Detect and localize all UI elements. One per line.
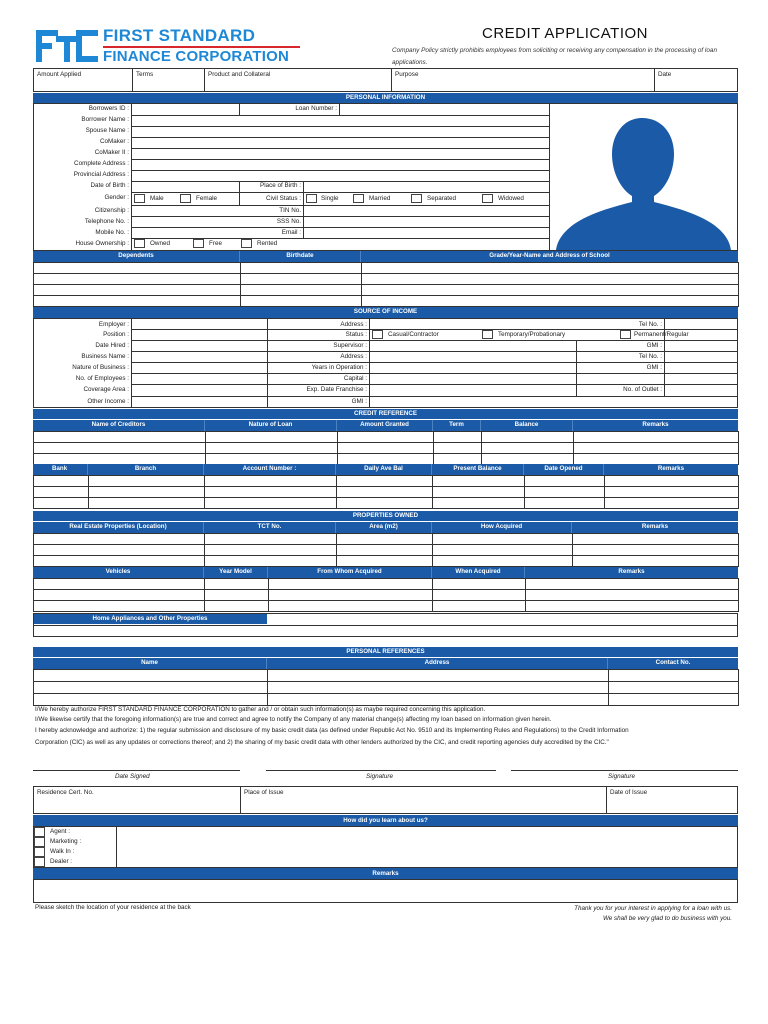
date-field[interactable]: Date bbox=[658, 71, 672, 78]
loan-number-label: Loan Number : bbox=[295, 105, 337, 112]
business-name-label: Business Name : bbox=[81, 353, 129, 360]
remarks-col: Remarks bbox=[642, 421, 669, 428]
creditors-table[interactable] bbox=[33, 431, 739, 465]
gmi3-label: GMI : bbox=[351, 398, 367, 405]
casual-checkbox[interactable] bbox=[372, 330, 383, 339]
employer-label: Employer : bbox=[98, 321, 129, 328]
widowed-label: Widowed bbox=[498, 195, 524, 202]
agent-checkbox[interactable] bbox=[34, 827, 45, 837]
years-operation-label: Years in Operation : bbox=[311, 364, 367, 371]
bank-col: Bank bbox=[33, 464, 88, 475]
amount-applied-field[interactable]: Amount Applied bbox=[37, 71, 82, 78]
references-col-header bbox=[33, 658, 738, 669]
employees-label: No. of Employees : bbox=[75, 375, 129, 382]
creditors-col: Name of Creditors bbox=[33, 420, 205, 431]
borrower-name-label: Borrower Name : bbox=[81, 116, 129, 123]
appliances-header: Home Appliances and Other Properties bbox=[33, 613, 267, 624]
company-logo bbox=[36, 28, 98, 64]
personal-info-header: PERSONAL INFORMATION bbox=[33, 93, 738, 103]
references-table[interactable] bbox=[33, 669, 739, 706]
vehicle-remarks-col: Remarks bbox=[618, 568, 645, 575]
comaker-label: CoMaker : bbox=[99, 138, 129, 145]
temporary-checkbox[interactable] bbox=[482, 330, 493, 339]
female-checkbox[interactable] bbox=[180, 194, 191, 203]
signature-2-label[interactable]: Signature bbox=[608, 773, 635, 780]
brand-line1: FIRST STANDARD bbox=[103, 26, 256, 45]
fsfc-logo-icon bbox=[36, 28, 98, 64]
learn-area bbox=[33, 826, 738, 868]
mobile-label: Mobile No. : bbox=[95, 229, 129, 236]
residence-cert-field[interactable]: Residence Cert. No. bbox=[37, 789, 94, 796]
bank-remarks-col: Remarks bbox=[657, 465, 685, 472]
permanent-label: Permanent/Regular bbox=[634, 331, 689, 338]
income-header: SOURCE OF INCOME bbox=[33, 307, 738, 318]
thanks-line-2: We shall be very glad to do business with you. bbox=[602, 915, 732, 922]
male-checkbox[interactable] bbox=[134, 194, 145, 203]
owned-checkbox[interactable] bbox=[134, 239, 145, 248]
product-collateral-field[interactable]: Product and Collateral bbox=[208, 71, 271, 78]
sss-label: SSS No. bbox=[276, 218, 301, 225]
income-area bbox=[33, 318, 738, 408]
from-whom-col: From Whom Acquired bbox=[268, 567, 432, 578]
complete-address-label: Complete Address : bbox=[74, 160, 129, 167]
marketing-checkbox[interactable] bbox=[34, 837, 45, 847]
separated-label: Separated bbox=[427, 195, 457, 202]
rented-label: Rented bbox=[257, 240, 278, 247]
how-acquired-col: How Acquired bbox=[432, 522, 572, 533]
creditors-header bbox=[33, 420, 738, 431]
spouse-name-label: Spouse Name : bbox=[85, 127, 129, 134]
bank-table[interactable] bbox=[33, 475, 739, 509]
telephone-label: Telephone No. : bbox=[84, 218, 129, 225]
walkin-checkbox[interactable] bbox=[34, 847, 45, 857]
outlet-label: No. of Outlet : bbox=[623, 386, 662, 393]
place-of-issue-field[interactable]: Place of Issue bbox=[244, 789, 284, 796]
present-balance-col: Present Balance bbox=[432, 464, 524, 475]
declaration-2: I/We likewise certify that the foregoing information(s) are true and correct and agree to notify the Company of any material change(s) affecting my loan based on information given herein. bbox=[35, 716, 552, 723]
vehicles-col: Vehicles bbox=[33, 567, 204, 578]
citizenship-label: Citizenship : bbox=[94, 207, 129, 214]
area-col: Area (m2) bbox=[336, 522, 432, 533]
tel2-label: Tel No. : bbox=[638, 353, 662, 360]
ref-contact-col: Contact No. bbox=[655, 659, 691, 666]
gender-label: Gender : bbox=[104, 194, 129, 201]
date-opened-col: Date Opened bbox=[524, 464, 604, 475]
tct-col: TCT No. bbox=[204, 522, 336, 533]
email-label: Email : bbox=[281, 229, 301, 236]
free-checkbox[interactable] bbox=[193, 239, 204, 248]
tel-label: Tel No. : bbox=[638, 321, 662, 328]
balance-col: Balance bbox=[481, 420, 573, 431]
photo-placeholder bbox=[550, 104, 737, 250]
temporary-label: Temporary/Probationary bbox=[498, 331, 566, 338]
page-title: CREDIT APPLICATION bbox=[482, 25, 648, 42]
dependents-col: Dependents bbox=[33, 251, 240, 262]
other-income-label: Other Income : bbox=[87, 398, 129, 405]
dependents-header bbox=[33, 251, 738, 262]
dealer-label: Dealer : bbox=[50, 858, 73, 865]
civil-status-label: Civil Status : bbox=[266, 195, 301, 202]
coverage-label: Coverage Area : bbox=[83, 386, 129, 393]
real-estate-header bbox=[33, 522, 738, 533]
married-label: Married bbox=[369, 195, 391, 202]
sketch-note: Please sketch the location of your residence at the back bbox=[35, 904, 191, 911]
learn-header: How did you learn about us? bbox=[33, 815, 738, 826]
signature-1-label[interactable]: Signature bbox=[366, 773, 393, 780]
policy-note: Company Policy strictly prohibits employees from soliciting or receiving any compensation in the processing of loan applications. bbox=[392, 47, 718, 66]
date-of-issue-field[interactable]: Date of Issue bbox=[610, 789, 648, 796]
casual-label: Casual/Contractor bbox=[388, 331, 439, 338]
gmi-label: GMI : bbox=[646, 342, 662, 349]
real-estate-col: Real Estate Properties (Location) bbox=[33, 522, 204, 533]
provincial-address-label: Provincial Address : bbox=[73, 171, 129, 178]
male-label: Male bbox=[150, 195, 164, 202]
agent-label: Agent : bbox=[50, 828, 70, 835]
place-of-birth-label: Place of Birth : bbox=[260, 182, 301, 189]
date-hired-label: Date Hired : bbox=[95, 342, 129, 349]
date-of-birth-label: Date of Birth : bbox=[90, 182, 129, 189]
capital-label: Capital : bbox=[343, 375, 367, 382]
remarks-box[interactable] bbox=[33, 879, 738, 903]
references-header: PERSONAL REFERENCES bbox=[33, 647, 738, 657]
owned-label: Owned bbox=[150, 240, 170, 247]
amount-granted-col: Amount Granted bbox=[337, 420, 433, 431]
date-signed-label[interactable]: Date Signed bbox=[115, 773, 150, 780]
franchise-label: Exp. Date Franchise : bbox=[306, 386, 367, 393]
ref-address-col: Address bbox=[267, 658, 608, 669]
gmi2-label: GMI : bbox=[646, 364, 662, 371]
comaker2-label: CoMaker II : bbox=[94, 149, 129, 156]
borrowers-id-label: Borrowers ID : bbox=[88, 105, 129, 112]
single-checkbox[interactable] bbox=[306, 194, 317, 203]
terms-field[interactable]: Terms bbox=[136, 71, 154, 78]
vehicles-table[interactable] bbox=[33, 578, 739, 612]
account-number-col: Account Number : bbox=[204, 464, 336, 475]
marketing-label: Marketing : bbox=[50, 838, 82, 845]
house-ownership-label: House Ownership : bbox=[75, 240, 129, 247]
separated-checkbox[interactable] bbox=[411, 194, 422, 203]
address-label: Address : bbox=[340, 321, 367, 328]
declaration-4: Corporation (CIC) as well as any updates or corrections thereof; and 2) the sharing of my basic credit data with other lenders authorized by the CIC, and credit reporting agencies duly accredited by the CIC." bbox=[35, 739, 609, 746]
permanent-checkbox[interactable] bbox=[620, 330, 631, 339]
when-acquired-col: When Acquired bbox=[432, 567, 525, 578]
daily-ave-bal-col: Daily Ave Bal bbox=[336, 464, 432, 475]
nature-loan-col: Nature of Loan bbox=[205, 420, 337, 431]
married-checkbox[interactable] bbox=[353, 194, 364, 203]
declaration-3: I hereby acknowledge and authorize: 1) the regular submission and disclosure of my basic credit data (as defined under Republic Act No. 9510 and its Implementing Rules and Regulations) to the Credit Information bbox=[35, 727, 629, 734]
widowed-checkbox[interactable] bbox=[482, 194, 493, 203]
branch-col: Branch bbox=[88, 464, 204, 475]
person-silhouette-icon bbox=[550, 104, 737, 250]
tin-label: TIN No. bbox=[279, 207, 301, 214]
remarks-header: Remarks bbox=[33, 868, 738, 879]
status-label: Status : bbox=[345, 331, 367, 338]
thanks-line-1: Thank you for your interest in applying for a loan with us. bbox=[574, 905, 732, 912]
birthdate-col: Birthdate bbox=[240, 251, 361, 262]
declaration-1: I/We hereby authorize FIRST STANDARD FINANCE CORPORATION to gather and / or obtain such information(s) as maybe required concerning this application. bbox=[35, 706, 486, 713]
credit-header: CREDIT REFERENCE bbox=[33, 409, 738, 419]
year-model-col: Year Model bbox=[204, 567, 268, 578]
ref-name-col: Name bbox=[33, 658, 267, 669]
purpose-field[interactable]: Purpose bbox=[395, 71, 419, 78]
free-label: Free bbox=[209, 240, 222, 247]
address2-label: Address : bbox=[340, 353, 367, 360]
position-label: Position : bbox=[103, 331, 129, 338]
walkin-label: Walk In : bbox=[50, 848, 75, 855]
school-col: Grade/Year-Name and Address of School bbox=[489, 252, 610, 259]
term-col: Term bbox=[433, 420, 481, 431]
single-label: Single bbox=[321, 195, 339, 202]
rented-checkbox[interactable] bbox=[241, 239, 252, 248]
vehicles-header bbox=[33, 567, 738, 578]
brand-line2: FINANCE CORPORATION bbox=[103, 48, 290, 65]
dependents-table[interactable] bbox=[33, 262, 739, 307]
nature-business-label: Nature of Business : bbox=[72, 364, 129, 371]
real-estate-table[interactable] bbox=[33, 533, 739, 567]
properties-header: PROPERTIES OWNED bbox=[33, 511, 738, 521]
property-remarks-col: Remarks bbox=[641, 523, 669, 530]
female-label: Female bbox=[196, 195, 217, 202]
supervisor-label: Supervisor : bbox=[333, 342, 367, 349]
bank-header bbox=[33, 464, 738, 475]
dealer-checkbox[interactable] bbox=[34, 857, 45, 867]
